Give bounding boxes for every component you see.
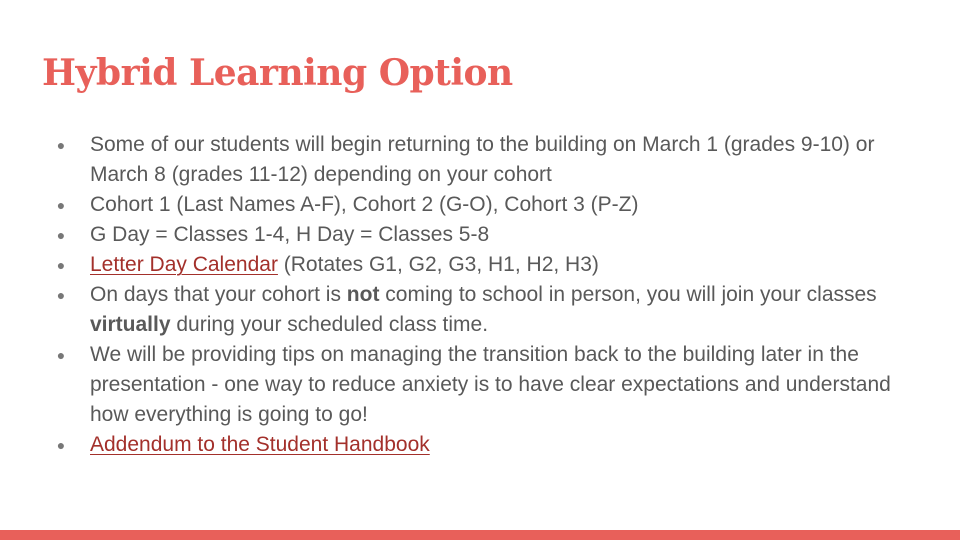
bullet-dot-icon: ● bbox=[56, 437, 66, 453]
bullet-link[interactable]: Addendum to the Student Handbook bbox=[90, 433, 430, 456]
bullet-text: during your scheduled class time. bbox=[170, 313, 489, 336]
bullet-text: (Rotates G1, G2, G3, H1, H2, H3) bbox=[277, 253, 599, 276]
slide-title: Hybrid Learning Option bbox=[42, 52, 513, 94]
bullet-text: G Day = Classes 1-4, H Day = Classes 5-8 bbox=[90, 223, 490, 246]
bullet-dot-icon: ● bbox=[56, 347, 66, 363]
bullet-item bbox=[54, 190, 934, 220]
bullet-item bbox=[54, 130, 934, 190]
bullet-text: coming to school in person, you will join your classes bbox=[379, 283, 877, 306]
bullet-dot-icon: ● bbox=[56, 287, 66, 303]
bullet-text: Cohort 1 (Last Names A-F), Cohort 2 (G-O), Cohort 3 (P-Z) bbox=[90, 193, 639, 216]
bullet-item bbox=[54, 280, 934, 340]
bullet-text: Some of our students will begin returning to the building on March 1 (grades 9-10) or March 8 (grades 11-12) depending on your cohort bbox=[90, 133, 875, 186]
bullet-list bbox=[54, 130, 934, 460]
bullet-dot-icon: ● bbox=[56, 137, 66, 153]
bullet-dot-icon: ● bbox=[56, 227, 66, 243]
bullet-emphasis: not bbox=[346, 283, 380, 306]
bullet-item bbox=[54, 340, 934, 430]
bullet-item bbox=[54, 220, 934, 250]
bullet-item bbox=[54, 430, 934, 460]
bullet-text: On days that your cohort is bbox=[90, 283, 347, 306]
bullet-emphasis: virtually bbox=[90, 313, 171, 336]
bullet-dot-icon: ● bbox=[56, 257, 66, 273]
bullet-dot-icon: ● bbox=[56, 197, 66, 213]
bullet-item bbox=[54, 250, 934, 280]
bullet-link[interactable]: Letter Day Calendar bbox=[90, 253, 278, 276]
bullet-text: We will be providing tips on managing the transition back to the building later in the presentation - one way to reduce anxiety is to have clear expectations and understand how everything is going to go! bbox=[90, 343, 891, 426]
accent-bottom-bar bbox=[0, 530, 960, 540]
